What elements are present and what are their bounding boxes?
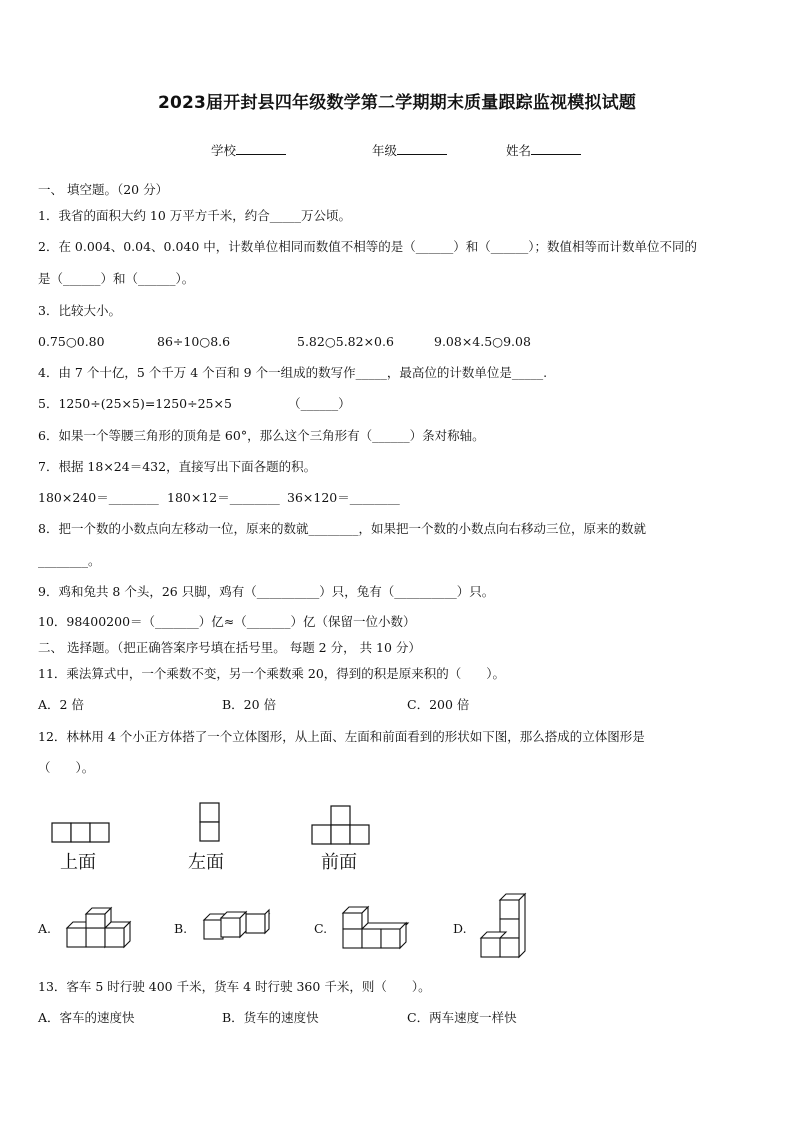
top-view-figure bbox=[51, 822, 113, 844]
left-view-label: 左面 bbox=[188, 852, 224, 873]
grade-field bbox=[372, 141, 447, 159]
question-8-line-2: ________。 bbox=[38, 553, 101, 568]
page-title: 2023届开封县四年级数学第二学期期末质量跟踪监视模拟试题 bbox=[157, 93, 637, 113]
option-b-letter: B. bbox=[174, 921, 188, 936]
option-d-letter: D. bbox=[453, 921, 467, 936]
school-field bbox=[211, 141, 286, 159]
question-6: 6．如果一个等腰三角形的顶角是 60°，那么这个三角形有（______）条对称轴。 bbox=[38, 428, 485, 443]
grade-label: 年级 bbox=[372, 143, 398, 158]
question-8-line-1: 8．把一个数的小数点向左移动一位，原来的数就________，如果把一个数的小数点向右移动三位，原来的数就 bbox=[38, 521, 646, 536]
compare-item: 5.82○5.82×0.6 bbox=[297, 334, 394, 349]
question-7: 7．根据 18×24＝432，直接写出下面各题的积。 bbox=[38, 459, 317, 474]
option-c-figure bbox=[342, 907, 412, 951]
product-item: 36×120＝________ bbox=[287, 490, 400, 505]
question-3: 3．比较大小。 bbox=[38, 303, 121, 318]
option-c: C．两车速度一样快 bbox=[407, 1010, 517, 1025]
option-a: A．客车的速度快 bbox=[38, 1010, 135, 1025]
section-fill-blank-heading: 一、 填空题。（20 分） bbox=[38, 182, 169, 197]
compare-item: 0.75○0.80 bbox=[38, 334, 105, 349]
compare-item: 9.08×4.5○9.08 bbox=[434, 334, 531, 349]
question-2-line-1: 2．在 0.004、0.04、0.040 中，计数单位相同而数值不相等的是（______）和（______）；数值相等而计数单位不同的 bbox=[38, 239, 698, 254]
section-choice-heading: 二、 选择题。（把正确答案序号填在括号里。 每题 2 分， 共 10 分） bbox=[38, 640, 421, 655]
question-1: 1．我省的面积大约 10 万平方千米，约合_____万公顷。 bbox=[38, 208, 352, 223]
left-view-figure bbox=[199, 802, 223, 844]
option-c-letter: C. bbox=[314, 921, 328, 936]
question-4: 4．由 7 个十亿，5 个千万 4 个百和 9 个一组成的数写作_____，最高位的计数单位是_____. bbox=[38, 365, 548, 380]
option-d-figure bbox=[480, 894, 528, 958]
top-view-label: 上面 bbox=[60, 852, 96, 873]
name-label: 姓名 bbox=[506, 143, 532, 158]
option-a-letter: A. bbox=[38, 921, 52, 936]
question-13: 13．客车 5 时行驶 400 千米，货车 4 时行驶 360 千米，则（ ）。 bbox=[38, 979, 431, 994]
question-12-line-1: 12．林林用 4 个小正方体搭了一个立体图形，从上面、左面和前面看到的形状如下图，那么搭成的立体图形是 bbox=[38, 729, 645, 744]
option-b: B．20 倍 bbox=[222, 697, 277, 712]
option-a: A．2 倍 bbox=[38, 697, 84, 712]
grade-blank[interactable] bbox=[397, 142, 447, 155]
front-view-figure bbox=[311, 805, 373, 845]
question-11: 11．乘法算式中，一个乘数不变，另一个乘数乘 20，得到的积是原来积的（ ）。 bbox=[38, 666, 506, 681]
question-2-line-2: 是（______）和（______）。 bbox=[38, 271, 195, 286]
option-b: B．货车的速度快 bbox=[222, 1010, 319, 1025]
question-12-line-2: （ ）。 bbox=[38, 760, 95, 775]
school-blank[interactable] bbox=[236, 142, 286, 155]
question-10: 10．98400200＝（_______）亿≈（_______）亿（保留一位小数） bbox=[38, 614, 416, 629]
compare-item: 86÷10○8.6 bbox=[157, 334, 231, 349]
question-5: 5．1250÷(25×5)=1250÷25×5 （______） bbox=[38, 396, 351, 411]
question-9: 9．鸡和兔共 8 个头，26 只脚，鸡有（__________）只，兔有（__________）只。 bbox=[38, 584, 495, 599]
name-field bbox=[506, 141, 581, 159]
product-item: 180×240＝________ bbox=[38, 490, 159, 505]
option-b-figure bbox=[203, 912, 273, 942]
name-blank[interactable] bbox=[531, 142, 581, 155]
school-label: 学校 bbox=[211, 143, 237, 158]
option-c: C．200 倍 bbox=[407, 697, 470, 712]
option-a-figure bbox=[66, 907, 132, 949]
front-view-label: 前面 bbox=[321, 852, 357, 873]
product-item: 180×12＝________ bbox=[167, 490, 280, 505]
